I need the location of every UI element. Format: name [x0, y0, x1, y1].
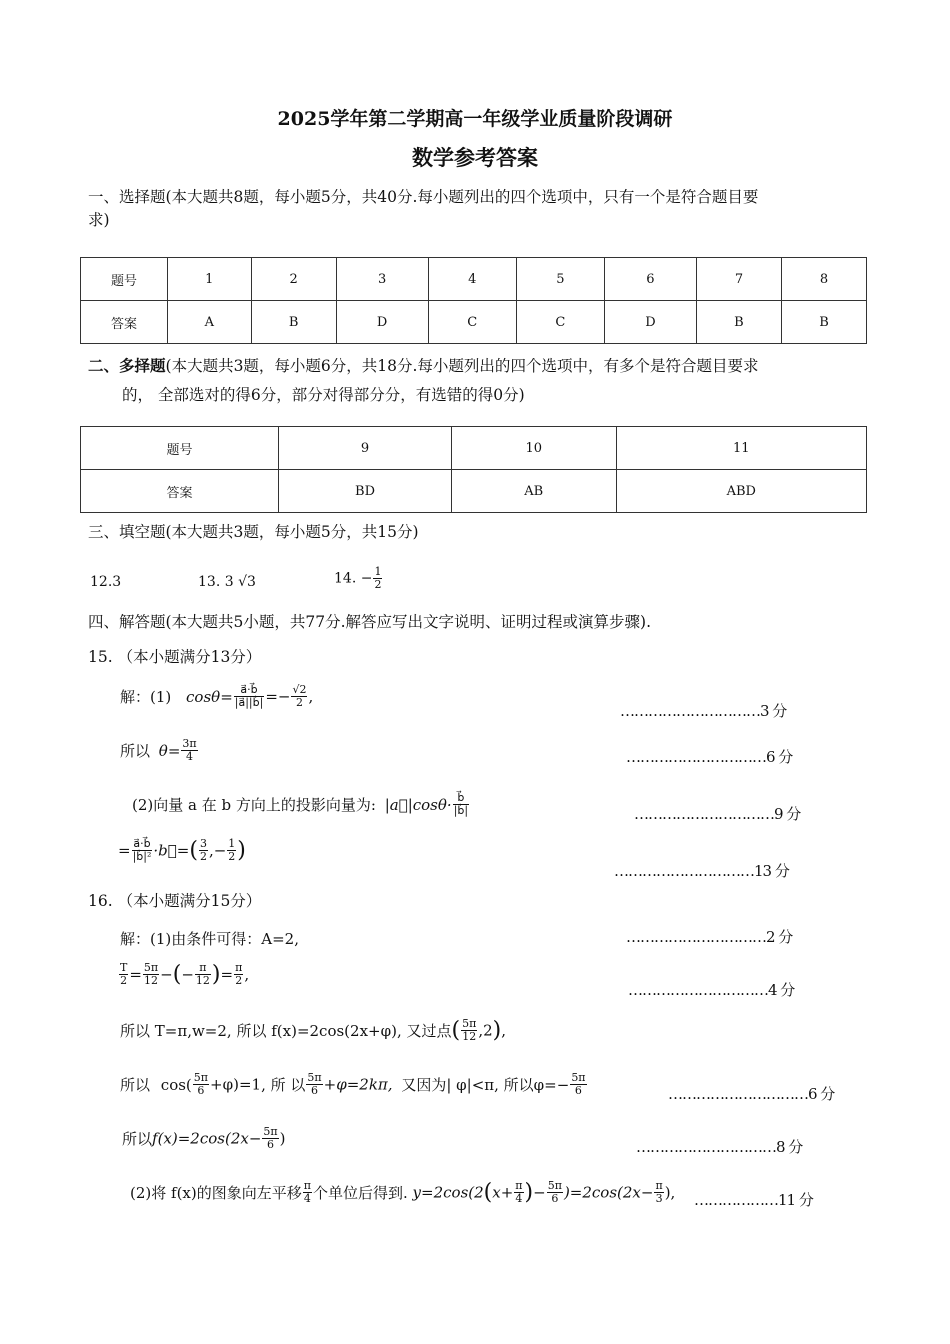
q16-step5-num: 5π [263, 1125, 278, 1138]
answer-cell: BD [279, 470, 452, 513]
q16-step2-c-num: π [235, 961, 243, 974]
q16-step6-num: π [303, 1179, 311, 1192]
answer-13: 13. 3 √3 [198, 574, 256, 590]
q16-step6-d2: 6 [551, 1192, 559, 1205]
q16-step2: $\frac{T}{2}$ = $\frac{5\pi}{12}$ −(− $\frac{\pi}{12}$ )= $\frac{\pi}{2}$ , [120, 961, 250, 987]
q16-step4-expr2-num: 5π [307, 1071, 322, 1084]
q16-step5-expr: f(x)=2cos(2x− [152, 1129, 262, 1148]
q16-step4-expr2-den: 6 [311, 1084, 319, 1097]
q15-step4-mid: ·b⃗= [153, 841, 190, 860]
q15-step1-num: a⃗·b⃗ [234, 684, 265, 697]
q16-step2-t-den: 2 [120, 974, 128, 987]
q16-step2-score: …………………………4 分 [628, 981, 795, 999]
q16-step5 [122, 1126, 286, 1151]
q16-step3-text: 所以 T=π,w=2, 所以 f(x)=2cos(2x+φ), 又过点 [120, 1022, 452, 1040]
section1-answer-table [80, 257, 867, 344]
answer-14-numerator: 1 [374, 565, 382, 578]
question-number: 4 [428, 258, 516, 301]
question-number: 8 [781, 258, 866, 301]
answer-cell: C [516, 301, 604, 344]
section2-heading-line1 [88, 352, 758, 380]
question-number: 7 [696, 258, 781, 301]
q15-step2-num: 3π [182, 737, 197, 750]
q15-step3 [132, 792, 470, 817]
q15-step4-den: |b⃗|² [132, 850, 152, 863]
q16-step6-den: 4 [303, 1192, 311, 1205]
q15-step3-label: (2)向量 a 在 b 方向上的投影向量为: [132, 796, 376, 814]
q16-step4-label: 所以 [120, 1076, 151, 1094]
answer-14-sign: − [360, 570, 373, 587]
answer-cell: C [428, 301, 516, 344]
q16-step4-expr-num: 5π [193, 1071, 209, 1084]
question-number: 11 [616, 427, 866, 470]
q16-step5-tail: ) [279, 1129, 286, 1148]
q16-step6-n2: 5π [547, 1179, 562, 1192]
answer-cell: D [604, 301, 696, 344]
q16-step5-score: …………………………8 分 [636, 1138, 803, 1156]
answer-cell: B [251, 301, 336, 344]
q16-step6-tail: ), [664, 1183, 676, 1202]
answer-cell: ABD [616, 470, 866, 513]
answer-cell: B [696, 301, 781, 344]
q16-step4-mid: , 所 [261, 1076, 286, 1094]
q15-step3-score: …………………………9 分 [634, 805, 801, 823]
question-number: 3 [336, 258, 428, 301]
question-number: 2 [251, 258, 336, 301]
q15-step1-rden: 2 [295, 696, 303, 709]
section2-answer-table [80, 426, 867, 513]
q15-step2-score: …………………………6 分 [626, 748, 793, 766]
section2-heading-rest: (本大题共3题，每小题6分，共18分.每小题列出的四个选项中，有多个是符合题目要求 [165, 357, 759, 375]
q15-step2 [120, 738, 199, 763]
q15-step1 [120, 684, 313, 709]
q15-step4-score: …………………………13 分 [614, 862, 789, 880]
q15-title: 15. （本小题满分13分） [88, 648, 262, 666]
section2-heading-line2: 的， 全部选对的得6分，部分对得部分分，有选错的得0分) [122, 386, 525, 404]
q16-step2-b-den: 12 [195, 974, 210, 987]
section3-heading: 三、填空题(本大题共3题，每小题5分，共15分) [88, 523, 419, 541]
q15-step1-rnum: √2 [292, 683, 307, 696]
q16-step3-p-den: 12 [462, 1030, 477, 1043]
q15-step1-eq: =− [265, 687, 291, 706]
answer-14-denominator: 2 [374, 578, 382, 591]
q16-step4-expr3-num: 5π [571, 1071, 586, 1084]
q16-step6-mid: )=2cos(2x− [563, 1183, 654, 1202]
q16-step2-b-num: π [195, 962, 211, 975]
q16-step4 [120, 1072, 588, 1097]
q15-step4-v2-den: 2 [228, 850, 236, 863]
q15-step3-den: |b⃗| [453, 804, 469, 817]
q15-step1-score: …………………………3 分 [620, 702, 787, 720]
question-number: 5 [516, 258, 604, 301]
q15-step4: = $\frac{a⃗\cdot b⃗}{\text{|b⃗|²}}$ ·b⃗=( $\frac{3}{2}$ ,− $\frac{1}{2}$ ) [118, 837, 246, 863]
table-row-label: 题号 [81, 258, 168, 301]
q15-step4-v1-den: 2 [199, 850, 207, 863]
answer-cell: AB [452, 470, 617, 513]
q16-step4-expr-a: cos( [160, 1075, 192, 1094]
q16-step6-x: x+ [492, 1183, 514, 1202]
q16-step4-expr3: 以φ=− [518, 1076, 570, 1094]
q16-step4-score: …………………………6 分 [668, 1085, 835, 1103]
question-number: 9 [279, 427, 452, 470]
q16-step6: (2)将 f(x)的图象向左平移 $\frac{\pi}{4}$ 个单位后得到. y=2cos(2(x+ $\frac{\pi}{4}$ )− $\frac{5\pi}{6}$ )=2cos(2x− $\frac{\pi}{3}$ ), [130, 1179, 676, 1205]
answer-cell: D [336, 301, 428, 344]
q15-step3-num: b⃗ [453, 792, 469, 805]
q16-step3-p-num: 5π [462, 1017, 477, 1030]
q16-step6-text2: 个单位后得到. [312, 1184, 408, 1202]
q16-step6-text1: (2)将 f(x)的图象向左平 [130, 1184, 287, 1202]
section1-heading-line2: 求) [88, 211, 110, 229]
question-number: 10 [452, 427, 617, 470]
q16-step3: 所以 T=π,w=2, 所以 f(x)=2cos(2x+φ), 又过点( $\frac{5\pi}{12}$ ,2), [120, 1017, 507, 1043]
table-row-label: 答案 [81, 470, 279, 513]
answer-12: 12.3 [90, 574, 122, 590]
page-subtitle: 数学参考答案 [412, 145, 538, 170]
question-number: 1 [168, 258, 252, 301]
q16-step4-expr-b: +φ)=1 [210, 1075, 262, 1094]
q16-step4-expr2-b: +φ=2kπ, [323, 1075, 393, 1094]
answer-14-prefix: 14. [334, 570, 357, 587]
q16-title: 16. （本小题满分15分） [88, 892, 262, 910]
q16-step4-expr3-den: 6 [574, 1084, 582, 1097]
q15-step4-eq: = [118, 841, 131, 860]
section1-heading-line1: 一、选择题(本大题共8题，每小题5分，共40分.每小题列出的四个选项中，只有一个是符合题目要 [88, 188, 759, 206]
q15-step1-label: 解：(1) [120, 688, 172, 706]
q16-step4-text2: 又因为| φ|<π, 所 [401, 1076, 519, 1094]
q15-step1-den: |a⃗||b⃗| [234, 696, 264, 709]
table-row-label: 题号 [81, 427, 279, 470]
q15-step4-v2-num: 1 [228, 837, 236, 850]
q16-step5-den: 6 [267, 1138, 275, 1151]
q16-step2-t-num: T [120, 961, 128, 974]
q15-step3-expr: |a⃗|cosθ· [384, 795, 452, 814]
q16-step6-n3: π [655, 1179, 663, 1192]
q16-step4-expr-den: 6 [197, 1084, 205, 1097]
q16-step1: 解：(1)由条件可得：A=2, [120, 930, 299, 948]
table-row-label: 答案 [81, 301, 168, 344]
section4-heading: 四、解答题(本大题共5小题，共77分.解答应写出文字说明、证明过程或演算步骤). [88, 613, 652, 631]
q16-step1-score: …………………………2 分 [626, 928, 793, 946]
q15-step4-v1-num: 3 [199, 837, 207, 850]
answer-14 [334, 566, 383, 591]
q16-step6-d3: 3 [655, 1192, 663, 1205]
q15-step1-tail: , [308, 687, 314, 706]
section2-prefix: 二、多择题 [88, 356, 166, 375]
answer-cell: B [781, 301, 866, 344]
q15-step2-den: 4 [186, 750, 194, 763]
q15-step1-expr: cosθ= [186, 687, 233, 706]
q16-step6-score: ………………11 分 [694, 1191, 813, 1209]
q15-step2-label: 所以 [120, 742, 151, 760]
q16-step4-expr2-a: 以 [290, 1076, 306, 1094]
q16-step2-c-den: 2 [235, 974, 243, 987]
q16-step6-den2: 4 [515, 1192, 523, 1205]
page-title: 2025学年第二学期高一年级学业质量阶段调研 [277, 108, 673, 130]
q16-step6-expr: y=2cos(2 [412, 1183, 484, 1202]
q16-step2-a-num: 5π [143, 961, 159, 974]
q16-step5-label: 所以 [122, 1130, 153, 1148]
q16-step3-p-y: ,2 [478, 1021, 493, 1040]
question-number: 6 [604, 258, 696, 301]
q16-step6-num2: π [515, 1179, 523, 1192]
answer-cell: A [168, 301, 252, 344]
q16-step2-a-den: 12 [144, 974, 159, 987]
q15-step2-expr: θ= [158, 741, 181, 760]
q15-step4-num: a⃗·b⃗ [133, 837, 151, 850]
q16-step6-move: 移 [286, 1184, 302, 1202]
